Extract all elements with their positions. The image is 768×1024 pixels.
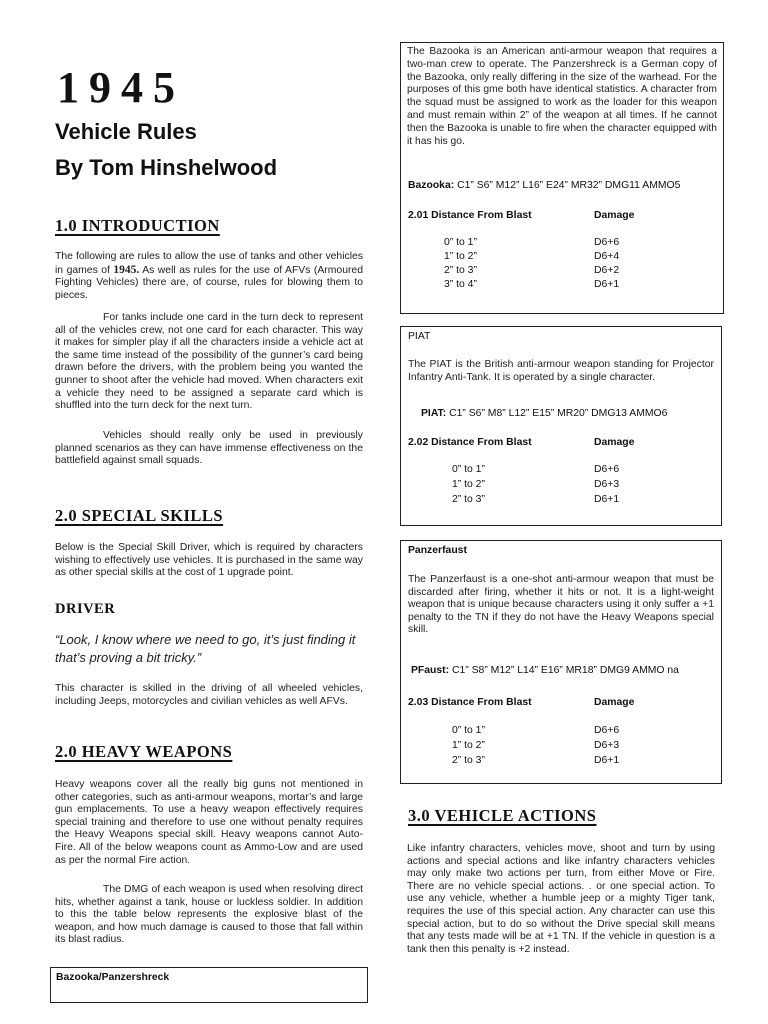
- range-cell: 1” to 2”: [444, 251, 477, 262]
- damage-cell: D6+2: [594, 265, 620, 276]
- bazooka-table-title: 2.01 Distance From Blast: [408, 210, 532, 221]
- damage-cell: D6+3: [594, 740, 620, 751]
- panzerfaust-stat-name: PFaust:: [411, 665, 450, 676]
- panzerfaust-damage-label: Damage: [594, 697, 635, 708]
- panzerfaust-table-title: 2.03 Distance From Blast: [408, 697, 532, 708]
- bazooka-stats: [408, 179, 720, 192]
- piat-label: PIAT: [408, 331, 431, 342]
- bazooka-text: The Bazooka is an American anti-armour weapon that requires a two-man crew to operate. The Panzershreck is a German copy of the Bazooka, only really differing in the size of the warhead. For the purposes of this gme both have identical statistics. A character from the squad must be assigned to work as the loader for this weapon and must remain within 2” of the weapon at all times. If he cannot then the Bazooka is unable to fire when the character equipped with it has his go.: [407, 46, 717, 147]
- panzerfaust-stat-line: C1” S8” M12” L14” E16” MR18” DMG9 AMMO na: [452, 665, 679, 676]
- piat-damage-label: Damage: [594, 437, 635, 448]
- damage-cell: D6+1: [594, 494, 620, 505]
- vehicle-actions-paragraph: Like infantry characters, vehicles move, shoot and turn by using actions and special actions and like infantry characters vehicles may only make two actions per turn, from either Move or Fire. There are no vehicle special actions. . or one special action. To use any vehicle, whether a humble jeep or a mighty Tiger tank, requires the use of this special action. Any character can use this special action, but to do so without the Drive special skill means that any tests made will be at +1 TN. If the vehicle in question is a tank then this penalty is +2 instead.: [407, 843, 715, 955]
- range-cell: 2” to 3”: [452, 494, 485, 505]
- damage-cell: D6+3: [594, 479, 620, 490]
- panzerfaust-box: [400, 540, 722, 784]
- document-year-title: 1945: [57, 63, 185, 112]
- heading-introduction: 1.0 INTRODUCTION: [55, 216, 220, 235]
- intro-year: 1945.: [113, 263, 140, 276]
- damage-cell: D6+1: [594, 279, 620, 290]
- bazooka-box-title: Bazooka/Panzershreck: [56, 972, 170, 983]
- range-cell: 1” to 2”: [452, 479, 485, 490]
- range-cell: 0” to 1”: [452, 725, 485, 736]
- intro-text-a: The following are rules to allow the use of tanks and other vehicles in games of: [55, 251, 363, 276]
- driver-paragraph: This character is skilled in the driving of all wheeled vehicles, including Jeeps, motorcycles and civilian vehicles as well AFVs.: [55, 683, 363, 707]
- document-title: Vehicle Rules: [55, 119, 197, 144]
- intro-text-2: For tanks include one card in the turn deck to represent all of the vehicles crew, not one card for each character. This way it makes for simpler play if all the characters inside a vehicle act at the same time instead of the possibility of the gunner’s card being drawn before the drivers, with the problem being you wanted the gunner to shoot after the vehicle had moved. When characters exit a vehicle they need to be assigned a separate card which is shuffled into the turn deck for the next turn.: [55, 312, 363, 412]
- skills-paragraph: Below is the Special Skill Driver, which is required by characters wishing to effectively use vehicles. It is purchased in the same way as other special skills at the cost of 1 upgrade point.: [55, 542, 363, 579]
- driver-quote: “Look, I know where we need to go, it’s just finding it that’s proving a bit tricky.”: [55, 632, 356, 665]
- bazooka-damage-label: Damage: [594, 210, 635, 221]
- damage-cell: D6+1: [594, 755, 620, 766]
- heavy-text-2: The DMG of each weapon is used when resolving direct hits, whether against a tank, house or luckless soldier. In addition to this the table below represents the explosive blast of the weapon, and how much damage is caused to those that fall within its blast radius.: [55, 884, 363, 946]
- range-cell: 3” to 4”: [444, 279, 477, 290]
- panzerfaust-table: [452, 725, 712, 775]
- range-cell: 0” to 1”: [452, 464, 485, 475]
- damage-cell: D6+6: [594, 237, 620, 248]
- bazooka-table: [444, 237, 704, 297]
- piat-table: [452, 464, 712, 514]
- bazooka-box-label: [50, 967, 368, 1003]
- damage-cell: D6+4: [594, 251, 620, 262]
- piat-stat-name: PIAT:: [421, 408, 447, 419]
- panzerfaust-label: Panzerfaust: [408, 545, 467, 556]
- piat-text: The PIAT is the British anti-armour weapon standing for Projector Infantry Anti-Tank. It is operated by a single character.: [408, 359, 714, 383]
- heavy-paragraph-2: [55, 884, 363, 947]
- bazooka-stat-name: Bazooka:: [408, 180, 455, 191]
- heading-special-skills: 2.0 SPECIAL SKILLS: [55, 506, 224, 525]
- damage-cell: D6+6: [594, 725, 620, 736]
- intro-paragraph-3: [55, 430, 363, 468]
- document-author: By Tom Hinshelwood: [55, 155, 278, 180]
- damage-cell: D6+6: [594, 464, 620, 475]
- piat-box: [400, 326, 722, 526]
- panzerfaust-text: The Panzerfaust is a one-shot anti-armour weapon that must be discarded after firing, whether it hits or not. It is a light-weight weapon that is unique because characters using it only suffer a +1 penalty to the TN if they do not have the Heavy Weapons special skill.: [408, 574, 714, 636]
- panzerfaust-stats: [411, 664, 717, 677]
- range-cell: 2” to 3”: [444, 265, 477, 276]
- heading-vehicle-actions: 3.0 VEHICLE ACTIONS: [408, 806, 597, 825]
- bazooka-stat-line: C1” S6” M12” L16” E24” MR32” DMG11 AMMO5: [457, 180, 681, 191]
- intro-paragraph-1: [55, 251, 363, 302]
- piat-table-title: 2.02 Distance From Blast: [408, 437, 532, 448]
- heavy-paragraph-1: Heavy weapons cover all the really big guns not mentioned in other categories, such as anti-armour weapons, mortar’s and large gun emplacements. To use a heavy weapon effectively requires special training and therefore to use one without penalty requires the Heavy Weapons special skill. Heavy weapons cannot Auto-Fire. All of the below weapons count as Ammo-Low and are used as per the normal Fire action.: [55, 779, 363, 866]
- piat-stats: [421, 407, 717, 420]
- bazooka-box: [400, 42, 724, 314]
- heading-heavy-weapons: 2.0 HEAVY WEAPONS: [55, 742, 233, 761]
- range-cell: 0” to 1”: [444, 237, 477, 248]
- piat-stat-line: C1” S6” M8” L12” E15” MR20” DMG13 AMMO6: [449, 408, 668, 419]
- range-cell: 2” to 3”: [452, 755, 485, 766]
- range-cell: 1” to 2”: [452, 740, 485, 751]
- intro-text-3: Vehicles should really only be used in previously planned scenarios as they can have immense effectiveness on the battlefield against small squads.: [55, 430, 363, 467]
- heading-driver: DRIVER: [55, 601, 116, 617]
- intro-paragraph-2: [55, 312, 363, 413]
- intro-text-b: As well as rules for the use of AFVs (Armoured Fighting Vehicles) there are, of course, rules for blowing them to pieces.: [55, 264, 363, 301]
